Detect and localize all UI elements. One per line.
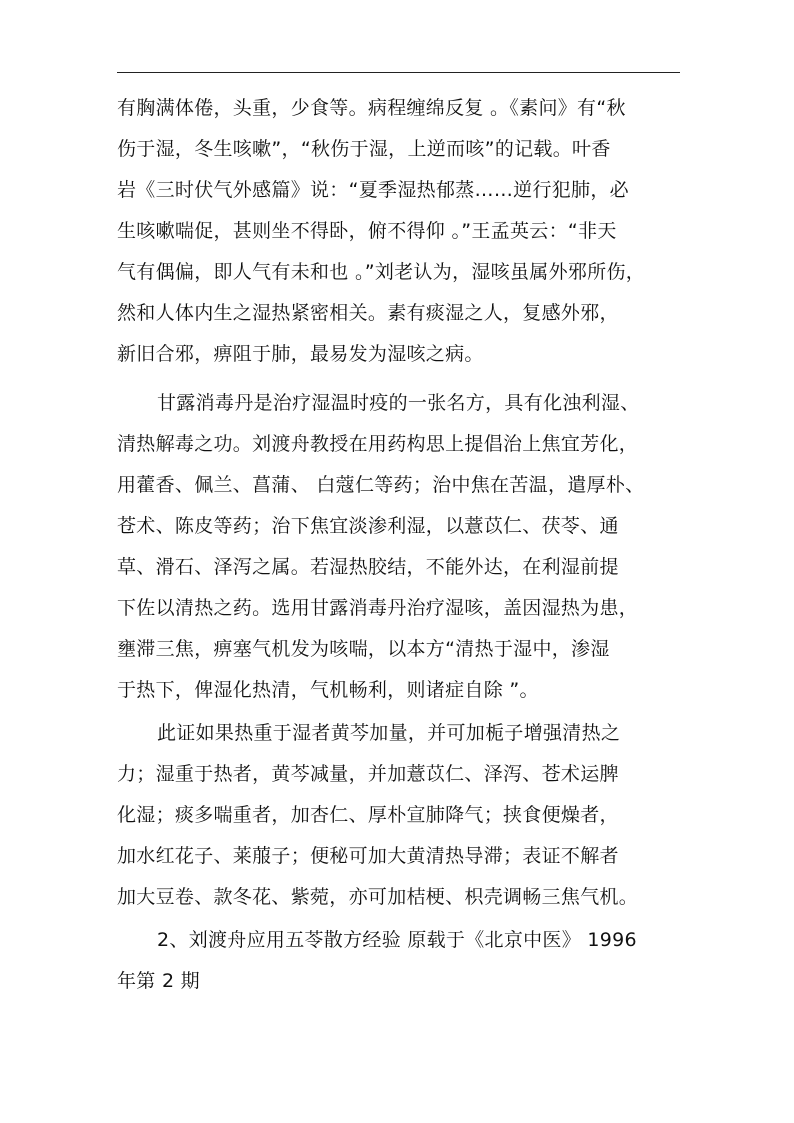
text-line: 有胸满体倦，头重，少食等。病程缠绵反复 。《素问》有“秋	[117, 97, 626, 119]
text-line: 年第 2 期	[117, 970, 200, 992]
section-heading: 2、刘渡舟应用五苓散方经验 原载于《北京中医》 1996	[157, 929, 637, 951]
header-rule	[117, 72, 680, 73]
text-line: 下佐以清热之药。选用甘露消毒丹治疗湿咳，盖因湿热为患，	[117, 597, 639, 619]
text-line: 生咳嗽喘促，甚则坐不得卧，俯不得仰 。”王孟英云：“非天	[117, 220, 617, 242]
text-line: 加水红花子、莱菔子；便秘可加大黄清热导滞；表证不解者	[117, 845, 619, 867]
text-line: 苍术、陈皮等药；治下焦宜淡渗利湿，以薏苡仁、茯苓、通	[117, 515, 619, 537]
text-line: 气有偶偏，即人气有未和也 。”刘老认为，湿咳虽属外邪所伤，	[117, 261, 646, 283]
text-line: 力；湿重于热者，黄芩减量，并加薏苡仁、泽泻、苍术运脾	[117, 763, 619, 785]
text-line: 于热下，俾湿化热清，气机畅利，则诸症自除 ”。	[117, 679, 539, 701]
text-line: 然和人体内生之湿热紧密相关。素有痰湿之人，复感外邪，	[117, 302, 619, 324]
text-line: 伤于湿，冬生咳嗽”，“秋伤于湿，上逆而咳”的记载。叶香	[117, 138, 611, 160]
text-line: 新旧合邪，痹阻于肺，最易发为湿咳之病。	[117, 343, 484, 365]
text-line: 壅滞三焦，痹塞气机发为咳喘，以本方“清热于湿中，渗湿	[117, 638, 610, 660]
text-line: 清热解毒之功。刘渡舟教授在用药构思上提倡治上焦宜芳化，	[117, 433, 639, 455]
text-line: 化湿；痰多喘重者，加杏仁、厚朴宣肺降气；挟食便燥者，	[117, 804, 619, 826]
text-line: 此证如果热重于湿者黄芩加量，并可加栀子增强清热之	[157, 722, 621, 744]
text-line: 岩《三时伏气外感篇》说：“夏季湿热郁蒸……逆行犯肺，必	[117, 179, 629, 201]
text-line: 加大豆卷、款冬花、紫菀，亦可加桔梗、枳壳调畅三焦气机。	[117, 886, 639, 908]
text-line: 草、滑石、泽泻之属。若湿热胶结，不能外达，在利湿前提	[117, 556, 619, 578]
text-line: 甘露消毒丹是治疗湿温时疫的一张名方，具有化浊利湿、	[157, 392, 640, 414]
text-line: 用藿香、佩兰、菖蒲、 白蔻仁等药；治中焦在苦温，遣厚朴、	[117, 474, 645, 496]
